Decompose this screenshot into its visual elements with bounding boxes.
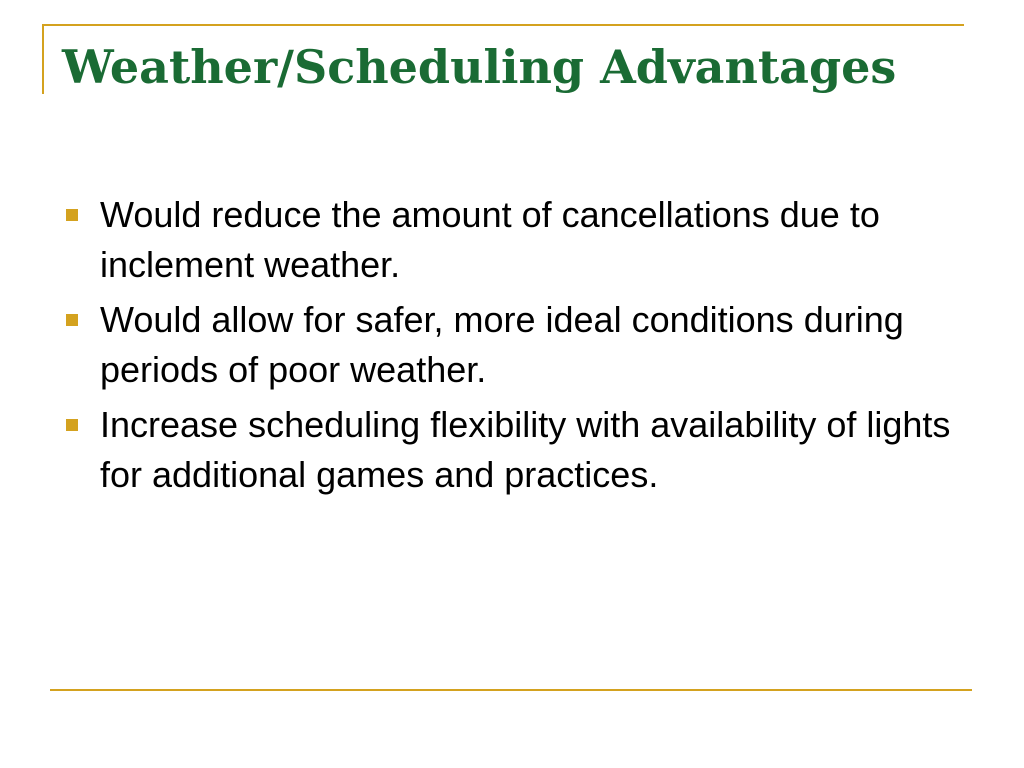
bullet-text: Would allow for safer, more ideal conditions during periods of poor weather. [100, 299, 904, 390]
left-rule [42, 24, 44, 94]
bullet-list [66, 190, 966, 505]
slide-title: Weather/Scheduling Advantages [62, 40, 897, 94]
bullet-item [66, 295, 966, 395]
square-bullet-icon [66, 209, 78, 221]
bullet-item [66, 190, 966, 290]
top-rule [42, 24, 964, 26]
square-bullet-icon [66, 419, 78, 431]
bullet-text: Would reduce the amount of cancellations due to inclement weather. [100, 194, 880, 285]
square-bullet-icon [66, 314, 78, 326]
bottom-rule [50, 689, 972, 691]
bullet-item [66, 400, 966, 500]
bullet-text: Increase scheduling flexibility with availability of lights for additional games and practices. [100, 404, 951, 495]
